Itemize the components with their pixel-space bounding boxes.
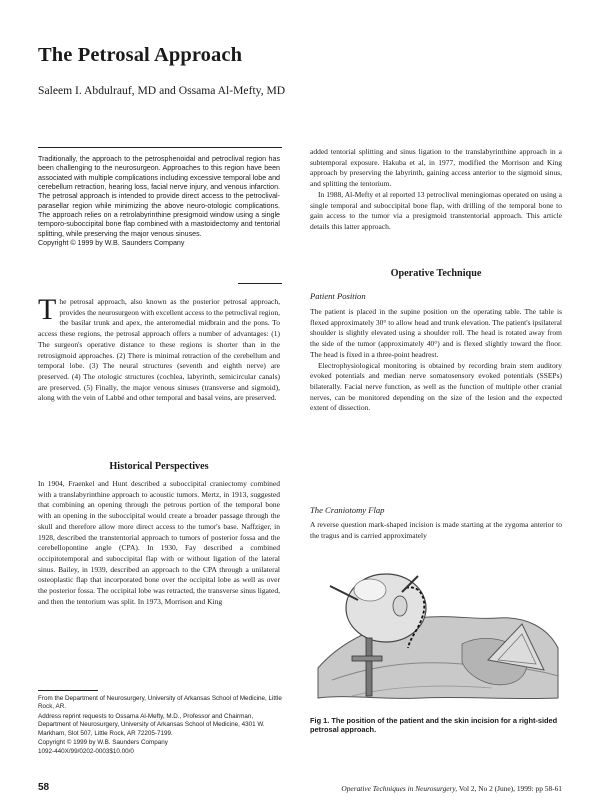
figure-caption: Fig 1. The position of the patient and the skin incision for a right-sided petrosal approach. [310, 716, 558, 735]
craniotomy-subhead: The Craniotomy Flap [310, 505, 385, 515]
craniotomy-text: A reverse question mark-shaped incision is made starting at the zygoma anterior to the tragus and is carried approximately [310, 520, 562, 540]
footnote-copyright: Copyright © 1999 by W.B. Saunders Company [38, 739, 168, 747]
historical-text: In 1904, Fraenkel and Hunt described a suboccipital craniectomy combined with a translabyrinthine approach to acoustic tumors. Mertz, in 1913, suggested that combining an opening through the petrous portion of the temporal bone with an opening in the suboccipital would create a broader passage through the skull and therefore allow more direct access to the tumor's base. Naffziger, in 1928, described the transtentorial approach to tumors of posterior fossa and the cerebellopontine angle (CPA). In 1930, Fay described a combined occipitotemporal and suboccipital flap with or without ligation of the lateral sinus. Bailey, in 1939, described an approach to the CPA through a unilateral osteoplastic flap that incorporated bone over the occipital lobe as well as over the posterior fossa. The occipital lobe was retracted, the transverse sinus ligated, and then the tentorium was split. In 1973, Morrison and King [38, 479, 280, 606]
intro-text: he petrosal approach, also known as the posterior petrosal approach, provides the neurosurgeon with excellent access to the petroclival region, the basilar trunk and apex, the anteromedial midbrain and the pons. To access these regions, the petrosal approach offers a number of advantages: (1) The surgeon's operative distance to these regions is shorter than in the retrosigmoid approaches. (2) There is minimal retraction of the cerebellum and temporal lobe. (3) The neural structures (seventh and eighth nerve) are preserved. (4) The otologic structures (cochlea, labyrinth, semicircular canals) are preserved. (5) Finally, the major venous sinuses (transverse and sigmoid), along with the vein of Labbé and other temporal and basal veins, are preserved. [38, 297, 280, 403]
right-top-p1: added tentorial splitting and sinus ligation to the translabyrinthine approach in a subtemporal exposure. Hakuba et al, in 1977, modified the Morrison and King approach by preserving the labyrinth, gaining access anterior to the sigmoid sinus, and splitting the tentorium. [310, 147, 562, 189]
operative-heading: Operative Technique [390, 268, 482, 279]
footnote-rule [38, 690, 98, 691]
journal-volume: Vol 2, No 2 (June), 1999: pp 58-61 [458, 784, 562, 793]
patient-position-text [310, 307, 562, 414]
article-title: The Petrosal Approach [38, 44, 243, 66]
page-number: 58 [38, 782, 50, 793]
footnotes [38, 695, 282, 758]
footnote-affiliation: From the Department of Neurosurgery, University of Arkansas School of Medicine, Little Rock, AR. [38, 695, 282, 711]
journal-title: Operative Techniques in Neurosurgery, [341, 784, 458, 793]
right-top-text [310, 147, 562, 233]
patient-position-p1: The patient is placed in the supine position on the operating table. The table is flexed approximately 30° to allow head and trunk elevation. The patient's ipsilateral shoulder is slightly elevated using a shoulder roll. The head is rotated away from the side of the tumor (approximately 40°) and is flexed slightly toward the floor. The head is fixed in a three-point headrest. [310, 307, 562, 359]
abstract-copyright: Copyright © 1999 by W.B. Saunders Company [38, 239, 185, 248]
journal-citation [341, 784, 562, 793]
footnote-address: Address reprint requests to Ossama Al-Mefty, M.D., Professor and Chairman, Department of Neurosurgery, University of Arkansas School of Medicine, 4301 W. Markham, Slot 507, Little Rock, AR 72205-7199. [38, 712, 265, 737]
figure-patient-position [312, 548, 560, 710]
patient-position-p2: Electrophysiological monitoring is obtained by recording brain stem auditory evoked potentials and median nerve somatosensory evoked potentials (SSEPs) bilaterally. Facial nerve function, as well as the function of multiple other cranial nerves, can be monitored depending on the size of the lesion and the expected extent of dissection. [310, 360, 562, 413]
abstract-bottom-rule [238, 283, 282, 284]
right-top-p2: In 1988, Al-Mefty et al reported 13 petroclival meningiomas operated on using a single temporal and suboccipital bone flap, with drilling of the temporal bone to gain access to the tumor via a presigmoid transtentorial approach. This article details this latter approach. [310, 189, 562, 231]
drop-cap: T [38, 293, 57, 326]
patient-position-subhead: Patient Position [310, 291, 366, 301]
footnote-code: 1092-440X/99/0202-0003$10.00/0 [38, 748, 134, 756]
surgical-illustration [312, 548, 560, 710]
abstract-top-rule [38, 147, 282, 148]
intro-paragraph [38, 293, 280, 404]
article-authors: Saleem I. Abdulrauf, MD and Ossama Al-Mefty, MD [38, 84, 286, 97]
abstract-text: Traditionally, the approach to the petrosphenoidal and petroclival region has been challenging to the neurosurgeon. Approaches to this region have been associated with multiple complications including excessive temporal lobe and cerebellum retraction, hearing loss, facial nerve injury, and venous infarction. The petrosal approach is intended to provide direct access to the petroclival-parasellar region while minimizing the above neuro-otologic complications. The approach relies on a retrolabyrinthine presigmoid window using a single temporo-suboccipital bone flap combined with a mastoidectomy and tentorial splitting, while preserving the major venous sinuses. [38, 155, 280, 238]
abstract-block [38, 155, 280, 248]
historical-heading: Historical Perspectives [109, 461, 209, 472]
